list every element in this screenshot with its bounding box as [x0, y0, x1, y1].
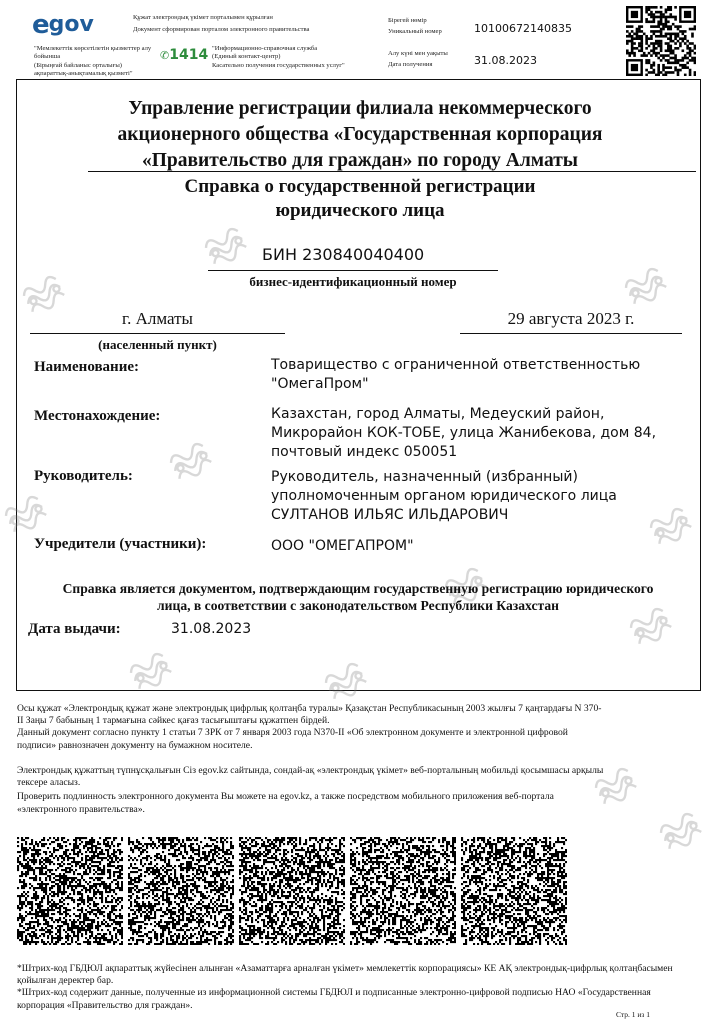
bin-underline	[208, 270, 498, 271]
ornament-watermark-icon	[125, 645, 179, 699]
ornament-watermark-icon	[165, 435, 219, 489]
name-label: Наименование:	[34, 359, 139, 375]
registration-date: 29 августа 2023 г.	[507, 309, 635, 328]
verification-note: Электрондық құжаттың түпнұсқалығын Сіз egov.kz сайтында, сондай-ақ «электрондық үкімет» веб-порталының мобильді қосымшасы арқылы тексере аласыз. Проверить подлинность электронного документа Вы можете на egov.kz, а также посредством мобильного приложения веб-портала «электронного правительства».	[17, 765, 604, 815]
qr-code	[626, 6, 696, 76]
ornament-watermark-icon	[620, 260, 674, 314]
ornament-watermark-icon	[200, 220, 254, 274]
document-title: Справка о государственной регистрации юридического лица	[184, 176, 536, 221]
bin-caption: бизнес-идентификационный номер	[249, 274, 457, 289]
barcode-block	[239, 837, 345, 945]
authority-title: Управление регистрации филиала некоммерческого акционерного общества «Государственная корпорация «Правительство для граждан» по городу Алматы	[117, 98, 603, 171]
city-value: г. Алматы	[122, 309, 193, 328]
frame-left	[16, 79, 17, 690]
barcode-block	[128, 837, 234, 945]
phone-1414: ✆1414	[160, 47, 209, 63]
receive-date-label: Алу күні мен уақыты Дата получения	[388, 50, 448, 69]
legal-statement: Справка является документом, подтверждающим государственную регистрацию юридического лица, в соответствии с законодательством Республики Казахстан	[62, 581, 654, 613]
portal-note: Құжат электрондық үкімет порталымен құрылған Документ сформирован порталом электронного правительства	[133, 14, 310, 34]
location-label: Местонахождение:	[34, 408, 161, 424]
law-note: Осы құжат «Электрондық құжат және электрондық цифрлық қолтаңба туралы» Қазақстан Республикасының 2003 жылғы 7 қаңтардағы N 370- II Заңы 7 бабының 1 тармағына сәйкес қағаз тасығыштағы құжатпен бірдей. Данный документ согласно пункту 1 статьи 7 ЗРК от 7 января 2003 года N370-II «Об электронном документе и электронной цифровой подписи» равнозначен документу на бумажном носителе.	[17, 703, 602, 751]
page-number: Стр. 1 из 1	[616, 1010, 650, 1019]
ornament-watermark-icon	[320, 655, 374, 709]
issue-date-label: Дата выдачи:	[28, 621, 121, 637]
title-underline	[88, 171, 696, 172]
city-underline	[30, 333, 285, 334]
service-ru: "Информационно-справочная служба (Единый контакт-центр) Касательно получения государственных услуг"	[212, 45, 345, 69]
director-label: Руководитель:	[34, 468, 133, 484]
barcode-block	[17, 837, 123, 945]
date-underline	[460, 333, 682, 334]
unique-number-label: Бірегей нөмір Уникальный номер	[388, 17, 442, 36]
service-kz: "Мемлекеттік көрсетілетін қызметтер алу бойынша (Бірыңғай байланыс орталығы) ақпараттық-анықтамалық қызметі"	[34, 45, 152, 78]
founders-label: Учредители (участники):	[34, 536, 207, 552]
founders-value: ООО "ОМЕГАПРОМ"	[271, 538, 414, 554]
barcode-note: *Штрих-код ГБДЮЛ ақпараттық жүйесінен алынған «Азаматтарға арналған үкімет» мемлекеттік корпорациясы» КЕ АҚ электрондық-цифрлық қолтаңбасымен қойылған деректер бар. *Штрих-код содержит данные, полученные из информационной системы ГБДЮЛ и подписанные электронно-цифровой подписью НАО «Государственная корпорация «Правительство для граждан».	[17, 963, 673, 1011]
city-caption: (населенный пункт)	[98, 337, 217, 352]
issue-date: 31.08.2023	[171, 621, 252, 637]
director-value: Руководитель, назначенный (избранный) уполномоченным органом юридического лица СУЛТАНОВ ИЛЬЯС ИЛЬДАРОВИЧ	[271, 469, 617, 523]
ornament-watermark-icon	[0, 488, 54, 542]
bin-value: БИН 230840040400	[262, 245, 425, 264]
name-value: Товарищество с ограниченной ответственностью "ОмегаПром"	[271, 357, 641, 392]
frame-top	[16, 79, 700, 80]
egov-logo: egov	[32, 10, 94, 40]
barcode-block	[350, 837, 456, 945]
frame-right	[700, 79, 701, 690]
receive-date: 31.08.2023	[474, 54, 537, 67]
phone-icon: ✆	[160, 49, 170, 62]
location-value: Казахстан, город Алматы, Медеуский район, Микрорайон КОК-ТОБЕ, улица Жанибекова, дом 84, почтовый индекс 050051	[271, 406, 657, 460]
barcode-block	[461, 837, 567, 945]
unique-number: 10100672140835	[474, 22, 572, 35]
